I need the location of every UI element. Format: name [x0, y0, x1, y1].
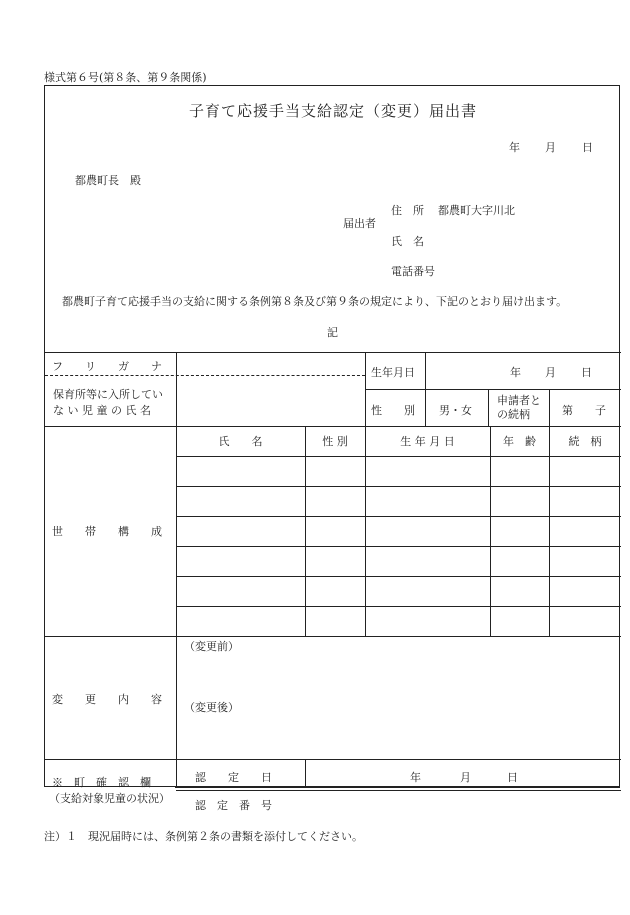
rule-change-bottom	[45, 759, 621, 760]
rule-household-row	[176, 546, 621, 547]
relation-label-2: の続柄	[497, 408, 530, 421]
rule-top-table	[45, 352, 621, 353]
household-header-age: 年 齢	[503, 435, 536, 448]
birth-year: 年	[510, 366, 521, 379]
form-frame	[44, 85, 620, 812]
office-date-year: 年	[410, 771, 421, 784]
col-household-3	[490, 426, 491, 636]
address-label: 住 所	[391, 204, 424, 217]
change-before-label: （変更前）	[184, 640, 239, 653]
address-value[interactable]: 都農町大字川北	[438, 204, 515, 217]
rule-household-header	[176, 456, 621, 457]
phone-label: 電話番号	[391, 265, 435, 278]
date-day: 日	[582, 141, 593, 154]
office-number-label: 認 定 番 号	[195, 799, 272, 812]
furigana-dashed-rule	[45, 375, 365, 376]
birth-month: 月	[545, 366, 556, 379]
form-number: 様式第６号(第８条、第９条関係)	[44, 71, 207, 84]
household-header-sex: 性 別	[322, 435, 348, 448]
office-date-day: 日	[507, 771, 518, 784]
rule-household-row	[176, 576, 621, 577]
rule-household-row	[176, 606, 621, 607]
child-name-label-1: 保育所等に入所してい	[53, 388, 163, 401]
col-household-2	[365, 426, 366, 636]
col-child-divider-3	[488, 389, 489, 426]
relation-value[interactable]: 第 子	[562, 404, 606, 417]
sex-label: 性 別	[371, 404, 415, 417]
rule-household-bottom	[45, 636, 621, 637]
office-date-month: 月	[460, 771, 471, 784]
date-month: 月	[545, 141, 556, 154]
body-text: 都農町子育て応援手当の支給に関する条例第８条及び第９条の規定により、下記のとおり届け出ます。	[62, 295, 568, 308]
col-household-4	[549, 426, 550, 636]
col-household-1	[305, 426, 306, 636]
addressee: 都農町長 殿	[75, 174, 141, 187]
form-title: 子育て応援手当支給認定（変更）届出書	[188, 102, 477, 120]
sex-value[interactable]: 男・女	[439, 404, 472, 417]
rule-household-row	[176, 486, 621, 487]
child-name-label-2: な い 児 童 の 氏 名	[53, 404, 151, 417]
rule-child-mid	[365, 389, 621, 390]
name-label: 氏 名	[391, 235, 424, 248]
household-header-birth: 生 年 月 日	[400, 435, 455, 448]
col-label-divider	[176, 352, 177, 788]
col-child-divider-4	[549, 389, 550, 426]
birth-day: 日	[581, 366, 592, 379]
household-header-name: 氏 名	[218, 435, 263, 448]
birth-label: 生年月日	[371, 366, 415, 379]
rule-office-mid	[176, 790, 621, 791]
rule-household-row	[176, 516, 621, 517]
household-label: 世 帯 構 成	[52, 525, 162, 538]
office-label-2: （支給対象児童の状況）	[49, 792, 170, 805]
ki-mark: 記	[327, 326, 338, 339]
col-office-1	[305, 759, 306, 788]
date-year: 年	[509, 141, 520, 154]
household-header-relation: 続 柄	[568, 435, 602, 448]
office-label-1: ※ 町 確 認 欄	[52, 776, 151, 789]
office-date-label: 認 定 日	[195, 771, 272, 784]
change-label: 変 更 内 容	[52, 693, 162, 706]
furigana-label: フ リ ガ ナ	[52, 360, 162, 373]
applicant-label: 届出者	[343, 217, 376, 230]
footnote: 注）１ 現況届時には、条例第２条の書類を添付してください。	[44, 830, 363, 843]
relation-label-1: 申請者と	[497, 394, 541, 407]
change-after-label: （変更後）	[184, 701, 239, 714]
rule-office-bottom	[175, 787, 620, 788]
